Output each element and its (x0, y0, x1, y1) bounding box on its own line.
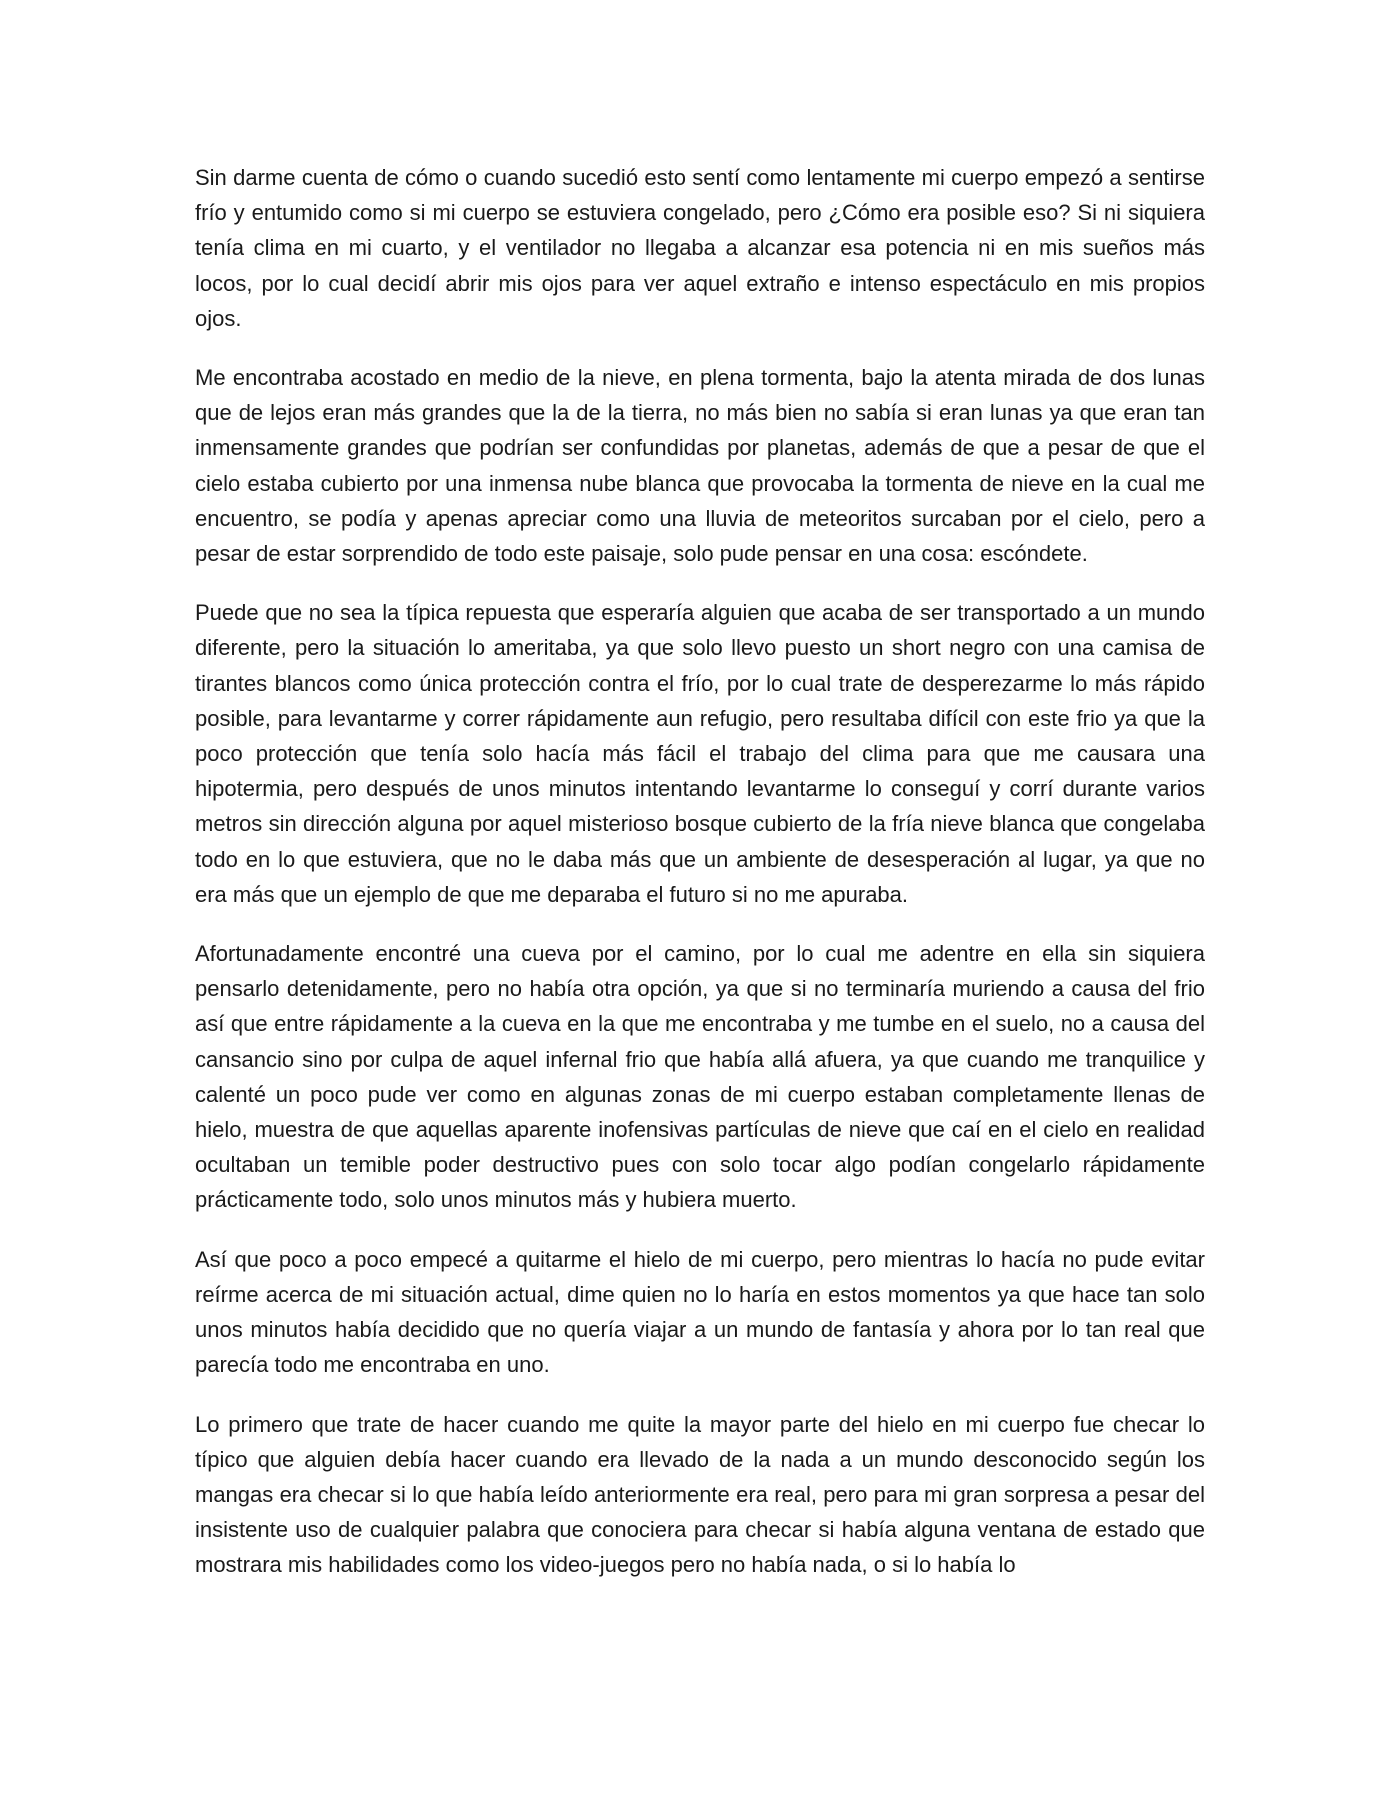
paragraph-4: Afortunadamente encontré una cueva por el camino, por lo cual me adentre en ella sin siquiera pensarlo detenidamente, pero no había otra opción, ya que si no terminaría muriendo a causa del frio así que entre rápidamente a la cueva en la que me encontraba y me tumbe en el suelo, no a causa del cansancio sino por culpa de aquel infernal frio que había allá afuera, ya que cuando me tranquilice y calenté un poco pude ver como en algunas zonas de mi cuerpo estaban completamente llenas de hielo, muestra de que aquellas aparente inofensivas partículas de nieve que caí en el cielo en realidad ocultaban un temible poder destructivo pues con solo tocar algo podían congelarlo rápidamente prácticamente todo, solo unos minutos más y hubiera muerto. (195, 941, 1205, 1213)
body-text (195, 160, 1205, 1607)
paragraph-1: Sin darme cuenta de cómo o cuando sucedió esto sentí como lentamente mi cuerpo empezó a sentirse frío y entumido como si mi cuerpo se estuviera congelado, pero ¿Cómo era posible eso? Si ni siquiera tenía clima en mi cuarto, y el ventilador no llegaba a alcanzar esa potencia ni en mis sueños más locos, por lo cual decidí abrir mis ojos para ver aquel extraño e intenso espectáculo en mis propios ojos. (195, 165, 1205, 331)
paragraph-6: Lo primero que trate de hacer cuando me quite la mayor parte del hielo en mi cuerpo fue checar lo típico que alguien debía hacer cuando era llevado de la nada a un mundo desconocido según los mangas era checar si lo que había leído anteriormente era real, pero para mi gran sorpresa a pesar del insistente uso de cualquier palabra que conociera para checar si había alguna ventana de estado que mostrara mis habilidades como los video-juegos pero no había nada, o si lo había lo (195, 1411, 1205, 1578)
paragraph-3: Puede que no sea la típica repuesta que esperaría alguien que acaba de ser transportado a un mundo diferente, pero la situación lo ameritaba, ya que solo llevo puesto un short negro con una camisa de tirantes blancos como única protección contra el frío, por lo cual trate de desperezarme lo más rápido posible, para levantarme y correr rápidamente aun refugio, pero resultaba difícil con este frio ya que la poco protección que tenía solo hacía más fácil el trabajo del clima para que me causara una hipotermia, pero después de unos minutos intentando levantarme lo conseguí y corrí durante varios metros sin dirección alguna por aquel misterioso bosque cubierto de la fría nieve blanca que congelaba todo en lo que estuviera, que no le daba más que un ambiente de desesperación al lugar, ya que no era más que un ejemplo de que me deparaba el futuro si no me apuraba. (195, 600, 1205, 907)
paragraph-2: Me encontraba acostado en medio de la nieve, en plena tormenta, bajo la atenta mirada de dos lunas que de lejos eran más grandes que la de la tierra, no más bien no sabía si eran lunas ya que eran tan inmensamente grandes que podrían ser confundidas por planetas, además de que a pesar de que el cielo estaba cubierto por una inmensa nube blanca que provocaba la tormenta de nieve en la cual me encuentro, se podía y apenas apreciar como una lluvia de meteoritos surcaban por el cielo, pero a pesar de estar sorprendido de todo este paisaje, solo pude pensar en una cosa: escóndete. (195, 365, 1205, 567)
paragraph-5: Así que poco a poco empecé a quitarme el hielo de mi cuerpo, pero mientras lo hacía no pude evitar reírme acerca de mi situación actual, dime quien no lo haría en estos momentos ya que hace tan solo unos minutos había decidido que no quería viajar a un mundo de fantasía y ahora por lo tan real que parecía todo me encontraba en uno. (195, 1246, 1205, 1378)
